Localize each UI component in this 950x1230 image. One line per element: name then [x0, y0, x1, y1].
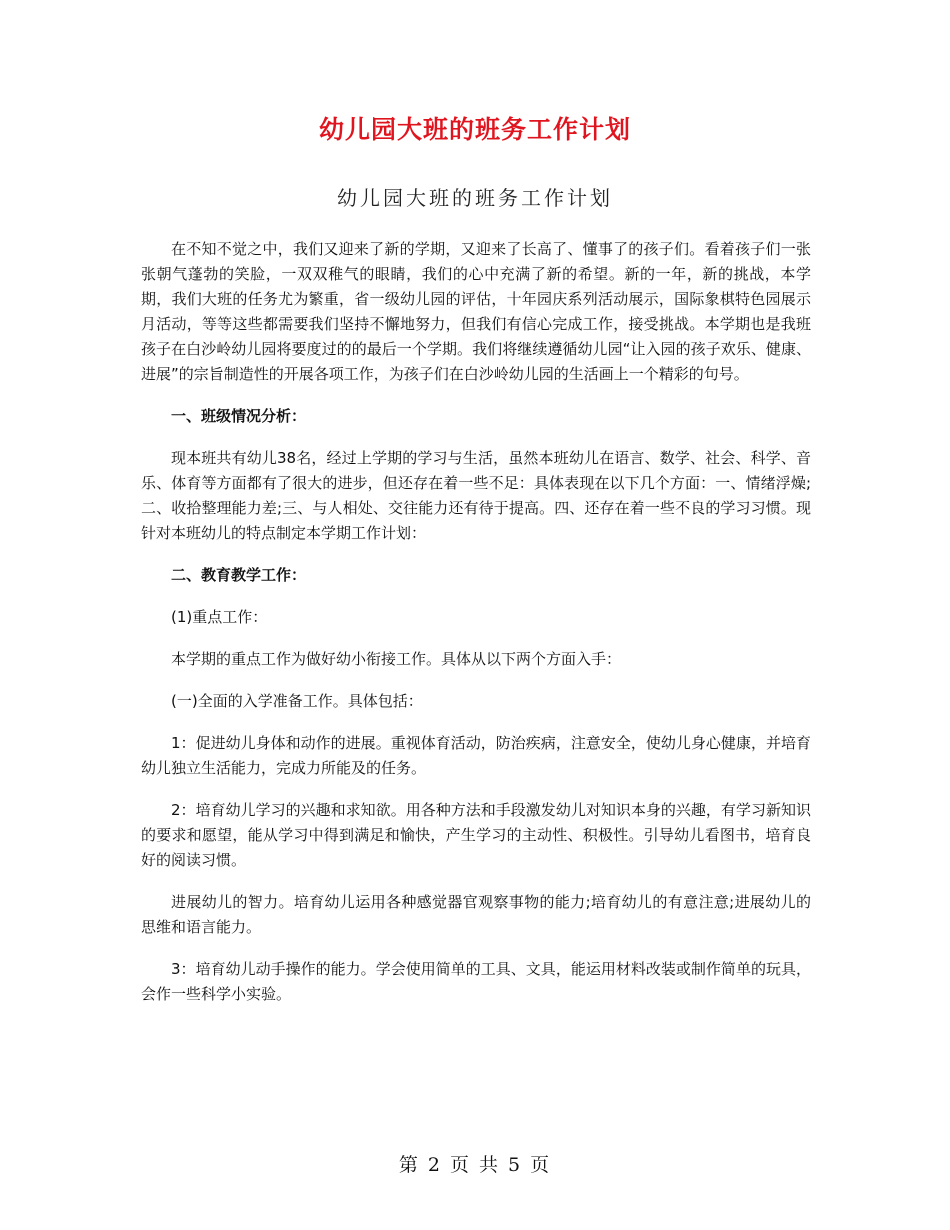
focus-paragraph: 本学期的重点工作为做好幼小衔接工作。具体从以下两个方面入手： — [171, 650, 622, 668]
list-item-2: 2：培育幼儿学习的兴趣和求知欲。用各种方法和手段激发幼儿对知识本身的兴趣，有学习新知识的要求和愿望，能从学习中得到满足和愉快，产生学习的主动性、积极性。引导幼儿看图书，培育良好的阅读习惯。 — [141, 801, 811, 869]
section-heading-teaching: 二、教育教学工作： — [171, 566, 307, 584]
section-heading-class-analysis: 一、班级情况分析： — [171, 407, 307, 425]
focus-label: (1)重点工作： — [171, 608, 268, 626]
document-subtitle: 幼儿园大班的班务工作计划 — [337, 186, 613, 210]
document-body — [141, 237, 811, 1024]
page-number-footer: 第 2 页 共 5 页 — [398, 1154, 552, 1176]
list-item-1: 1：促进幼儿身体和动作的进展。重视体育活动，防治疾病，注意安全，使幼儿身心健康，并培育幼儿独立生活能力，完成力所能及的任务。 — [141, 734, 811, 777]
class-analysis-paragraph: 现本班共有幼儿38名，经过上学期的学习与生活，虽然本班幼儿在语言、数学、社会、科学、音乐、体育等方面都有了很大的进步，但还存在着一些不足：具体表现在以下几个方面：一、情绪浮燥;二、收拾整理能力差;三、与人相处、交往能力还有待于提高。四、还存在着一些不良的学习习惯。现针对本班幼儿的特点制定本学期工作计划： — [141, 449, 811, 542]
list-item-2-continued: 进展幼儿的智力。培育幼儿运用各种感觉器官观察事物的能力;培育幼儿的有意注意;进展幼儿的思维和语言能力。 — [141, 893, 811, 936]
intro-paragraph: 在不知不觉之中，我们又迎来了新的学期，又迎来了长高了、懂事了的孩子们。看着孩子们一张张朝气蓬勃的笑脸，一双双稚气的眼睛，我们的心中充满了新的希望。新的一年，新的挑战，本学期，我们大班的任务尤为繁重，省一级幼儿园的评估，十年园庆系列活动展示，国际象棋特色园展示月活动，等等这些都需要我们坚持不懈地努力，但我们有信心完成工作，接受挑战。本学期也是我班孩子在白沙岭幼儿园将要度过的的最后一个学期。我们将继续遵循幼儿园“让入园的孩子欢乐、健康、进展”的宗旨制造性的开展各项工作，为孩子们在白沙岭幼儿园的生活画上一个精彩的句号。 — [141, 240, 811, 383]
prep-label: (一)全面的入学准备工作。具体包括： — [171, 692, 423, 710]
document-title: 幼儿园大班的班务工作计划 — [318, 115, 631, 144]
list-item-3: 3：培育幼儿动手操作的能力。学会使用简单的工具、文具，能运用材料改装或制作简单的玩具，会作一些科学小实验。 — [141, 960, 811, 1003]
